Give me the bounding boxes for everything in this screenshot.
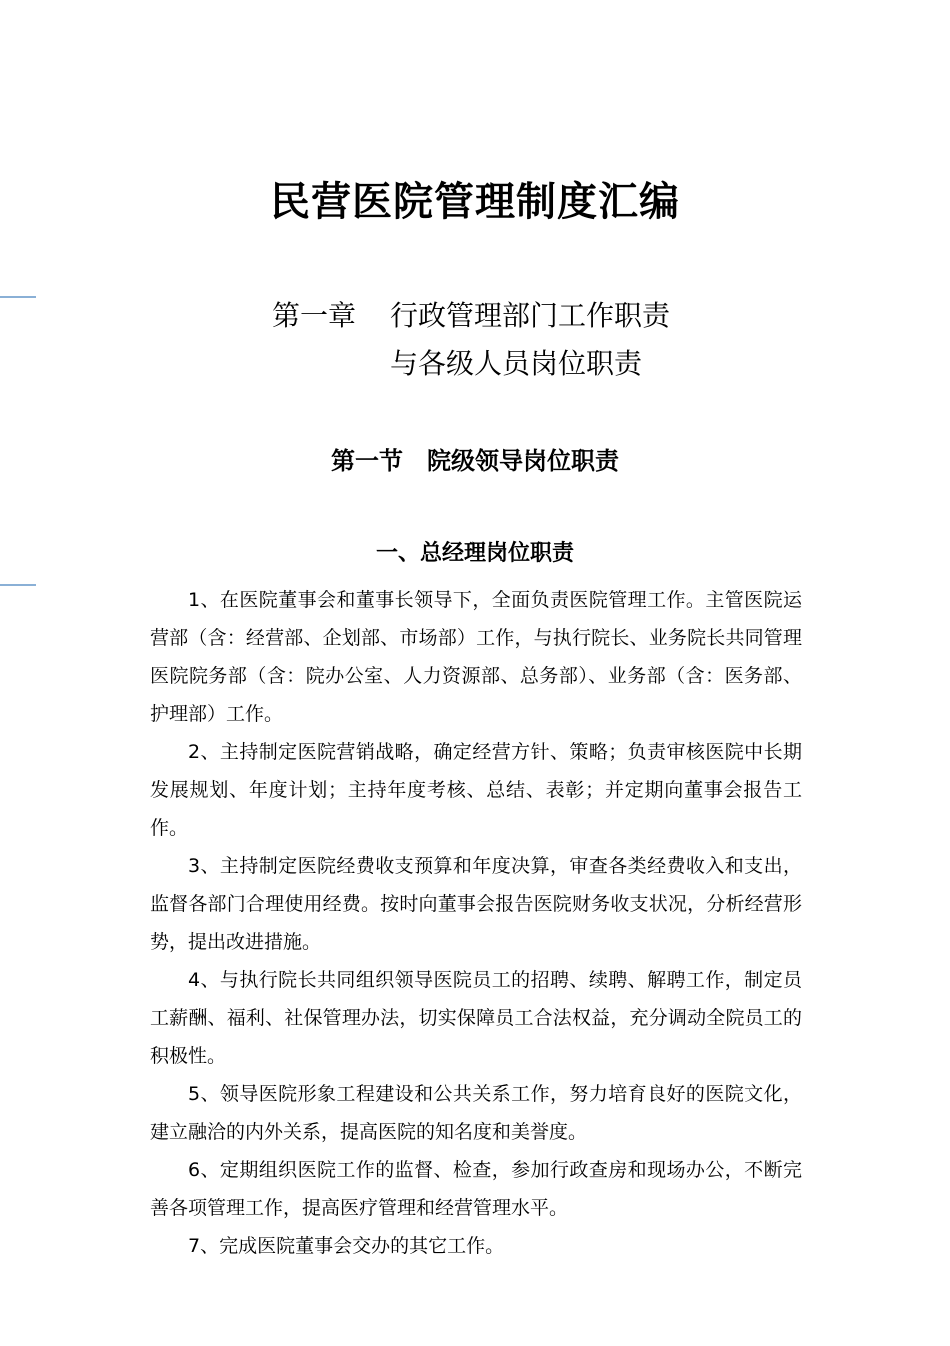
- paragraph: 4、与执行院长共同组织领导医院员工的招聘、续聘、解聘工作，制定员工薪酬、福利、社保管理办法，切实保障员工合法权益，充分调动全院员工的积极性。: [150, 969, 802, 1067]
- chapter-title-line2: 与各级人员岗位职责: [390, 347, 643, 380]
- document-title: 民营医院管理制度汇编: [270, 179, 680, 225]
- paragraph: 3、主持制定医院经费收支预算和年度决算，审查各类经费收入和支出，监督各部门合理使用经费。按时向董事会报告医院财务收支状况，分析经营形势，提出改进措施。: [150, 855, 802, 953]
- chapter-title-line1: 行政管理部门工作职责: [390, 299, 671, 332]
- margin-mark: [0, 584, 36, 586]
- paragraph: 2、主持制定医院营销战略，确定经营方针、策略；负责审核医院中长期发展规划、年度计划；主持年度考核、总结、表彰；并定期向董事会报告工作。: [150, 741, 802, 839]
- section-heading: 第一节 院级领导岗位职责: [331, 447, 619, 475]
- body-text: [150, 581, 802, 1265]
- subsection-heading: 一、总经理岗位职责: [375, 541, 574, 566]
- paragraph: 6、定期组织医院工作的监督、检查，参加行政查房和现场办公，不断完善各项管理工作，提高医疗管理和经营管理水平。: [150, 1159, 802, 1219]
- paragraph: 5、领导医院形象工程建设和公共关系工作，努力培育良好的医院文化，建立融洽的内外关系，提高医院的知名度和美誉度。: [150, 1083, 802, 1143]
- margin-mark: [0, 296, 36, 298]
- paragraph: 1、在医院董事会和董事长领导下，全面负责医院管理工作。主管医院运营部（含：经营部、企划部、市场部）工作，与执行院长、业务院长共同管理医院院务部（含：院办公室、人力资源部、总务部）、业务部（含：医务部、护理部）工作。: [150, 589, 802, 725]
- chapter-number: 第一章: [272, 299, 357, 332]
- paragraph: 7、完成医院董事会交办的其它工作。: [188, 1235, 505, 1257]
- chapter-heading: [272, 292, 670, 388]
